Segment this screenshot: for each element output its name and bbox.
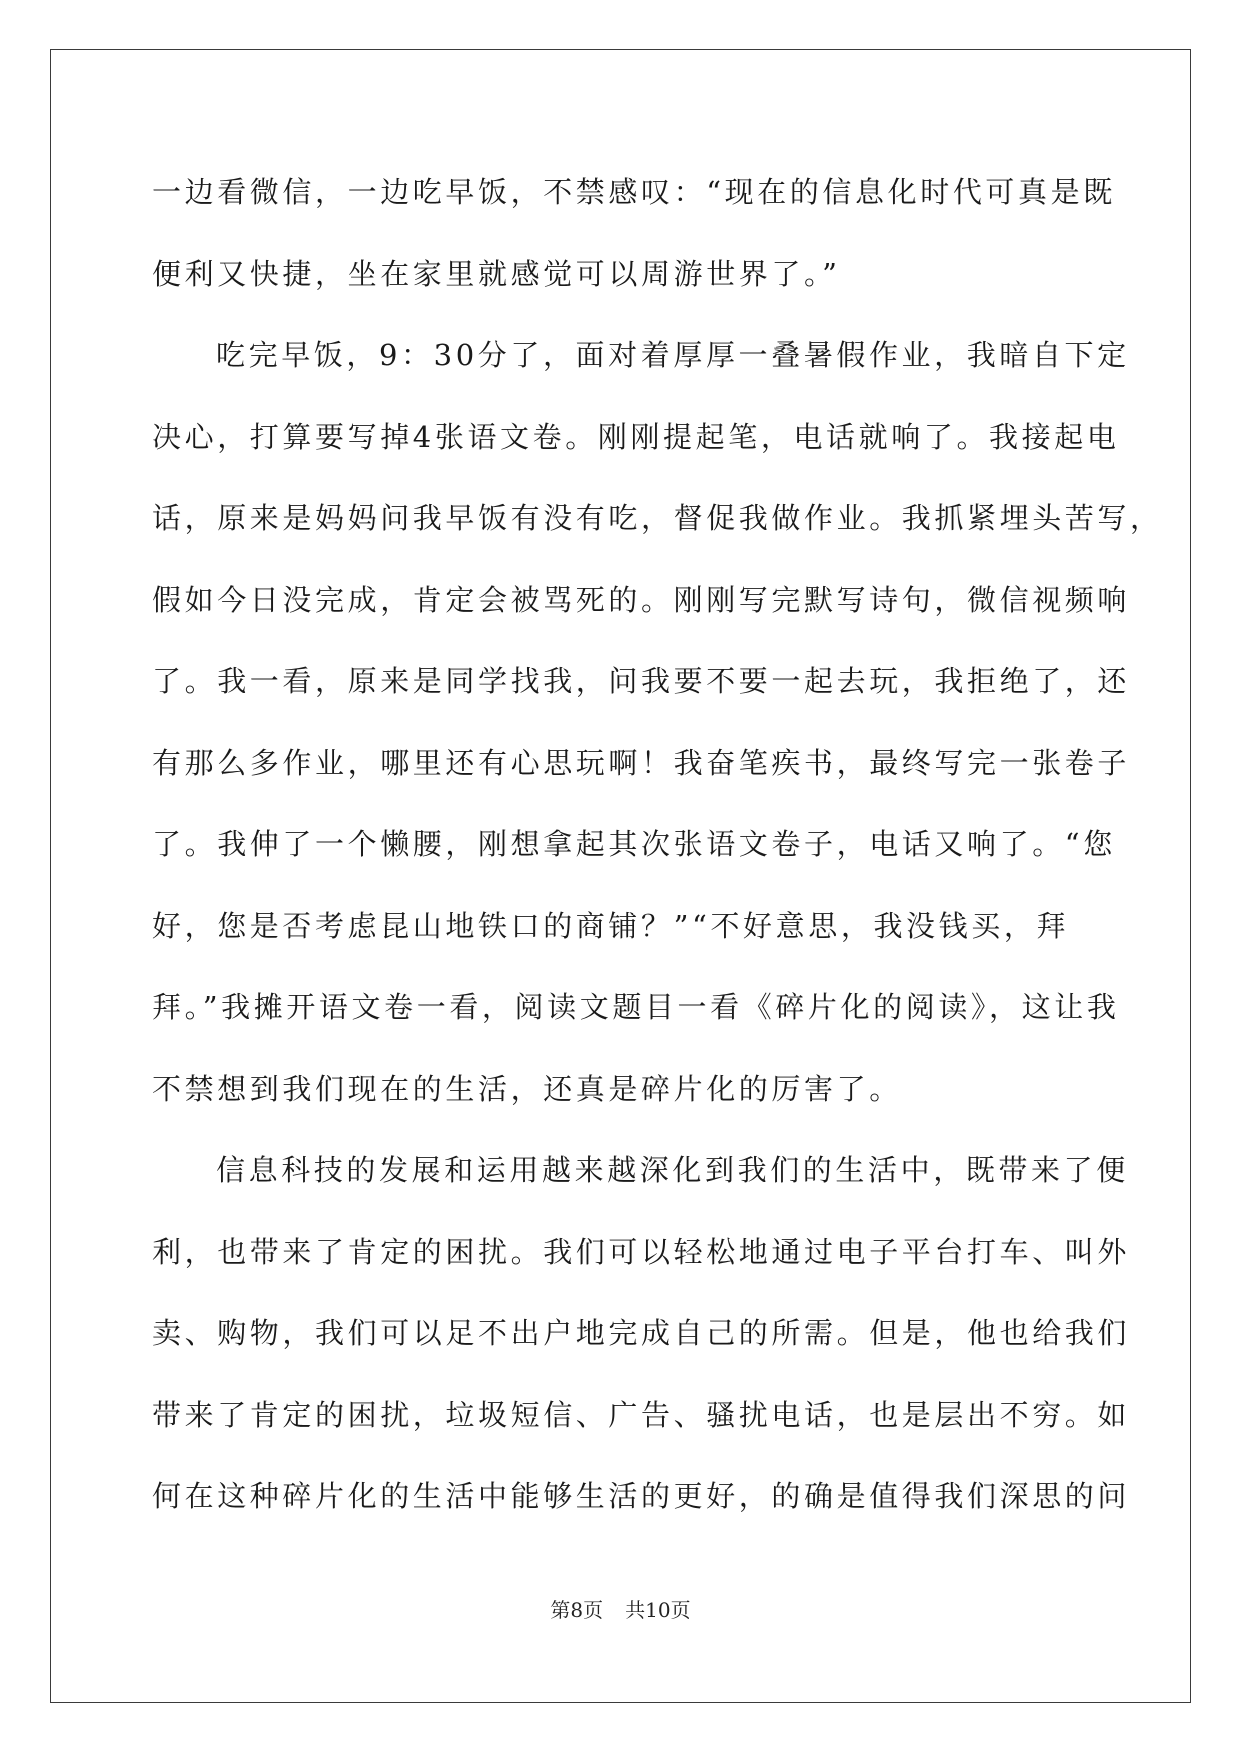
text-line: 拜。”我摊开语文卷一看，阅读文题目一看《碎片化的阅读》，这让我 (152, 990, 1120, 1024)
text-line: 话，原来是妈妈问我早饭有没有吃，督促我做作业。我抓紧埋头苦写， (152, 501, 1163, 535)
text-line: 便利又快捷，坐在家里就感觉可以周游世界了。” (152, 256, 841, 291)
text-line: 有那么多作业，哪里还有心思玩啊！我奋笔疾书，最终写完一张卷子 (152, 745, 1131, 780)
text-line: 了。我伸了一个懒腰，刚想拿起其次张语文卷子，电话又响了。“您 (152, 827, 1116, 861)
page-footer (0, 1598, 1241, 1622)
text-line: 一边看微信，一边吃早饭，不禁感叹：“现在的信息化时代可真是既 (152, 175, 1116, 209)
text-line: 吃完早饭，9：30分了，面对着厚厚一叠暑假作业，我暗自下定 (216, 338, 1130, 372)
total-page-count: 共10页 (625, 1598, 691, 1622)
text-line: 决心，打算要写掉4张语文卷。刚刚提起笔，电话就响了。我接起电 (152, 419, 1120, 454)
text-line: 不禁想到我们现在的生活，还真是碎片化的厉害了。 (152, 1071, 902, 1106)
text-line: 假如今日没完成，肯定会被骂死的。刚刚写完默写诗句，微信视频响 (152, 582, 1131, 617)
text-line: 带来了肯定的困扰，垃圾短信、广告、骚扰电话，也是层出不穷。如 (152, 1397, 1131, 1432)
text-line: 利，也带来了肯定的困扰。我们可以轻松地通过电子平台打车、叫外 (152, 1234, 1131, 1269)
text-line: 卖、购物，我们可以足不出户地完成自己的所需。但是，他也给我们 (152, 1316, 1131, 1350)
text-line: 何在这种碎片化的生活中能够生活的更好，的确是值得我们深思的问 (152, 1479, 1131, 1513)
text-line: 了。我一看，原来是同学找我，问我要不要一起去玩，我拒绝了，还 (152, 664, 1131, 698)
text-line: 信息科技的发展和运用越来越深化到我们的生活中，既带来了便 (216, 1153, 1129, 1187)
document-body (152, 152, 1163, 1538)
text-line: 好，您是否考虑昆山地铁口的商铺？”“不好意思，我没钱买，拜 (152, 908, 1070, 943)
current-page-number: 第8页 (550, 1598, 604, 1622)
